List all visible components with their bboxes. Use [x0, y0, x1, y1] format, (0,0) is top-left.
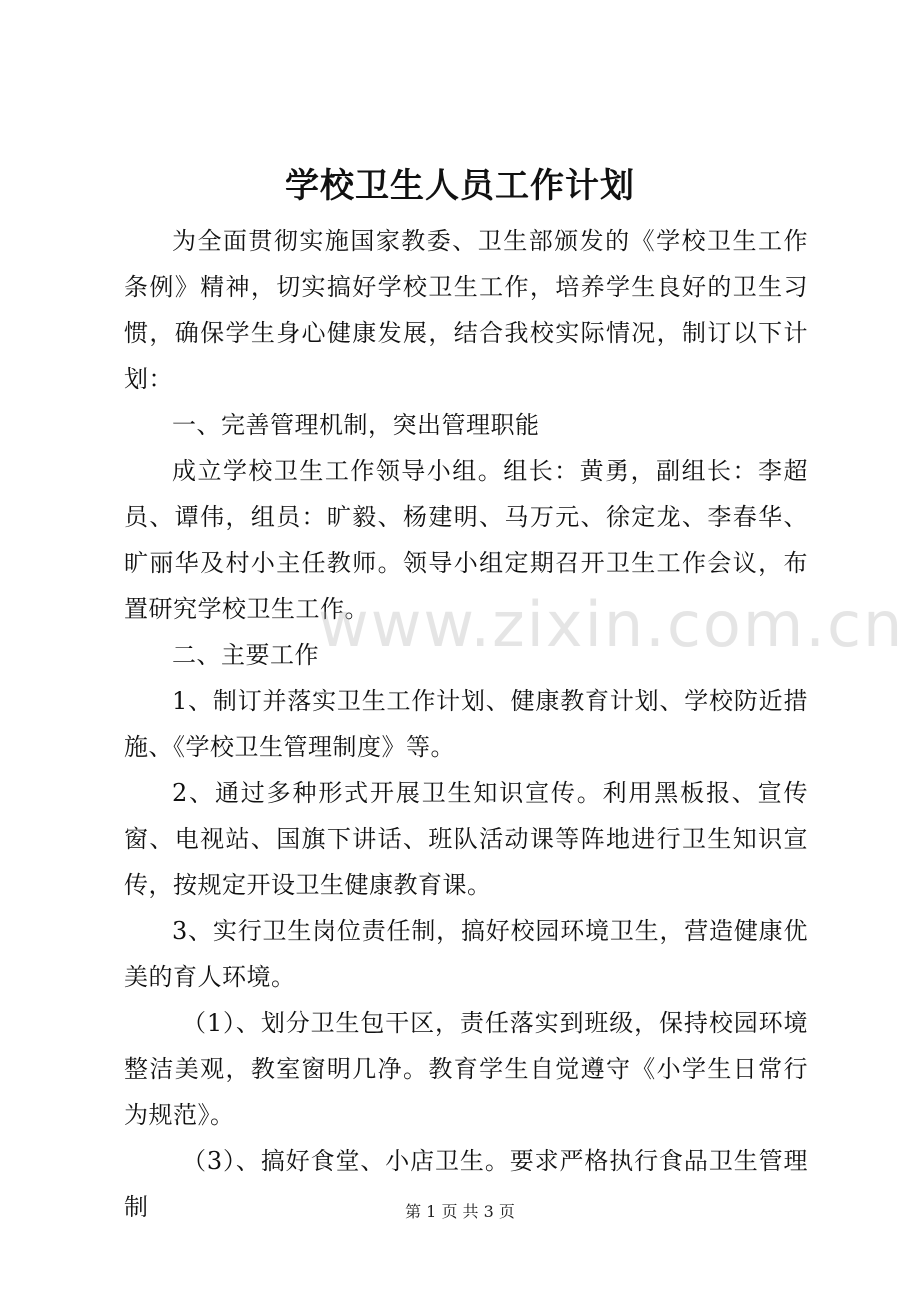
- document-title: 学校卫生人员工作计划: [285, 166, 635, 206]
- paragraph-subitem-3: （3）、搞好食堂、小店卫生。要求严格执行食品卫生管理制: [124, 1147, 808, 1221]
- watermark-text: www.zixin.com.cn: [318, 588, 905, 661]
- paragraph-item-3: 3、实行卫生岗位责任制，搞好校园环境卫生，营造健康优美的育人环境。: [124, 917, 808, 991]
- document-body: [124, 218, 808, 1230]
- page-footer: [0, 1200, 920, 1224]
- heading-section-1: 一、完善管理机制，突出管理职能: [172, 411, 540, 439]
- page-number-label: 第 1 页 共 3 页: [405, 1202, 515, 1221]
- paragraph-item-2: 2、通过多种形式开展卫生知识宣传。利用黑板报、宣传窗、电视站、国旗下讲话、班队活动课等阵地进行卫生知识宣传，按规定开设卫生健康教育课。: [124, 779, 808, 899]
- paragraph-subitem-1: （1）、划分卫生包干区，责任落实到班级，保持校园环境整洁美观，教室窗明几净。教育学生自觉遵守《小学生日常行为规范》。: [124, 1009, 808, 1129]
- heading-section-2: 二、主要工作: [172, 641, 319, 669]
- paragraph-leadership-group: 成立学校卫生工作领导小组。组长：黄勇，副组长：李超员、谭伟，组员：旷毅、杨建明、马万元、徐定龙、李春华、旷丽华及村小主任教师。领导小组定期召开卫生工作会议，布置研究学校卫生工作。: [124, 457, 808, 623]
- paragraph-intro: 为全面贯彻实施国家教委、卫生部颁发的《学校卫生工作条例》精神，切实搞好学校卫生工作，培养学生良好的卫生习惯，确保学生身心健康发展，结合我校实际情况，制订以下计划：: [124, 227, 808, 393]
- paragraph-item-1: 1、制订并落实卫生工作计划、健康教育计划、学校防近措施、《学校卫生管理制度》等。: [124, 687, 808, 761]
